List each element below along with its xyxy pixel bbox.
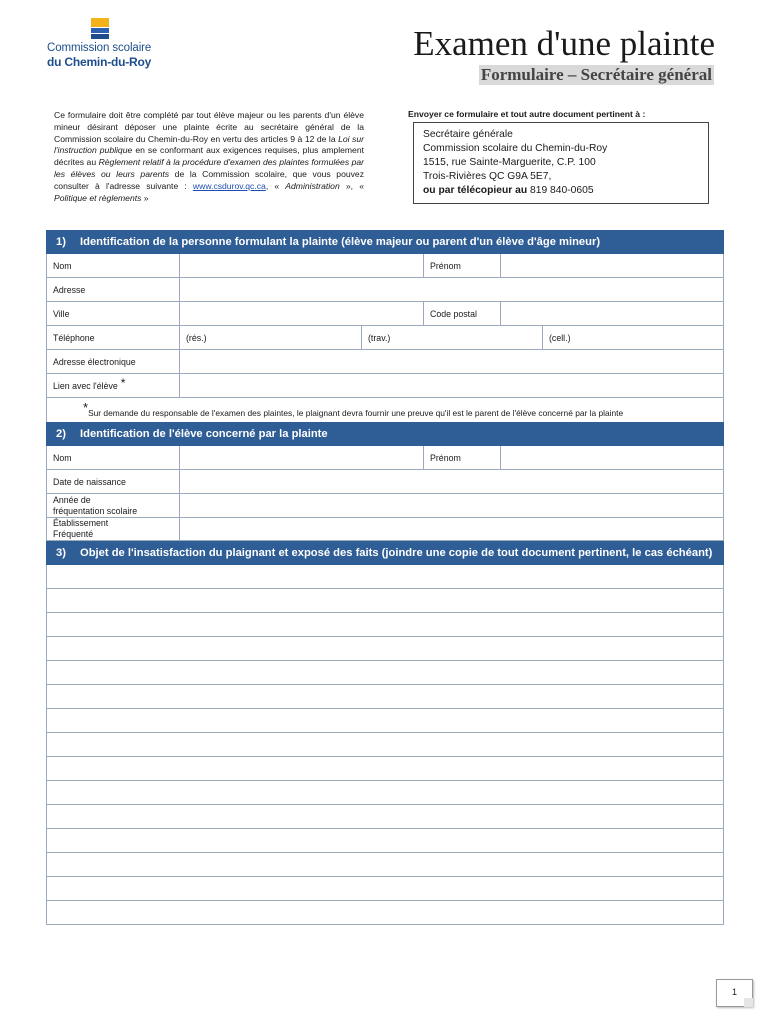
telephone-cell-field[interactable]: (cell.): [549, 332, 571, 343]
section-2-header: 2) Identification de l'élève concerné par la plainte: [46, 422, 724, 446]
adresse-field[interactable]: [180, 278, 723, 301]
writing-line: [47, 589, 723, 613]
field-label: Prénom: [424, 446, 501, 469]
writing-line: [47, 877, 723, 901]
fax-line: ou par télécopieur au 819 840-0605: [423, 185, 594, 196]
writing-line: [47, 805, 723, 829]
ville-field[interactable]: [180, 302, 424, 325]
complaint-form: [46, 230, 724, 925]
form-row: [46, 302, 724, 326]
writing-line: [47, 733, 723, 757]
field-label: Adresse électronique: [47, 350, 180, 373]
section-3-header: 3) Objet de l'insatisfaction du plaignant et exposé des faits (joindre une copie de tout document pertinent, le cas échéant): [46, 541, 724, 565]
eleve-nom-field[interactable]: [180, 446, 424, 469]
writing-line: [47, 565, 723, 589]
writing-line: [47, 661, 723, 685]
prenom-field[interactable]: [501, 254, 723, 277]
field-label: Année de fréquentation scolaire: [47, 494, 180, 517]
writing-line: [47, 781, 723, 805]
footnote: * Sur demande du responsable de l'examen des plaintes, le plaignant devra fournir une preuve qu'il est le parent de l'élève concerné par la plainte: [46, 398, 724, 422]
writing-line: [47, 829, 723, 853]
writing-line: [47, 853, 723, 877]
field-label: Adresse: [47, 278, 180, 301]
asterisk: *: [83, 400, 89, 415]
writing-line: [47, 901, 723, 925]
field-label: Téléphone: [47, 326, 180, 349]
intro-paragraph: Ce formulaire doit être complété par tout élève majeur ou les parents d'un élève mineur désirant déposer une plainte écrite au secrétaire général de la Commission scolaire du Chemin-du-Roy en vertu des articles 9 à 12 de la Loi sur l'instruction publique en se conformant aux exigences requises, plus amplement décrites au Règlement relatif à la procédure d'examen des plaintes formulées par les élèves ou leurs parents de la Commission scolaire, que vous pouvez consulter à l'adresse suivante : www.csdurov.qc.ca, « Administration », « Politique et règlements »: [54, 110, 364, 203]
address-line: Secrétaire générale: [423, 129, 513, 140]
logo-text-line2: du Chemin-du-Roy: [47, 55, 152, 69]
field-label: Date de naissance: [47, 470, 180, 493]
logo-text-line1: Commission scolaire: [47, 42, 152, 54]
date-naissance-field[interactable]: [180, 470, 723, 493]
asterisk: *: [120, 375, 126, 390]
telephone-trav-field[interactable]: (trav.): [362, 326, 543, 349]
address-line: Trois-Rivières QC G9A 5E7,: [423, 171, 552, 182]
page-fold-icon: [744, 998, 753, 1007]
form-row: [46, 494, 724, 518]
writing-line: [47, 757, 723, 781]
form-row: [46, 254, 724, 278]
form-row: [46, 278, 724, 302]
field-label: Nom: [47, 446, 180, 469]
code-postal-field[interactable]: [501, 302, 723, 325]
annee-frequentation-field[interactable]: [180, 494, 723, 517]
faits-textarea[interactable]: [46, 565, 724, 925]
form-row: [46, 350, 724, 374]
email-field[interactable]: [180, 350, 723, 373]
section-1-header: 1) Identification de la personne formulant la plainte (élève majeur ou parent d'un élève d'âge mineur): [46, 230, 724, 254]
logo-mark-icon: [91, 18, 109, 40]
writing-line: [47, 685, 723, 709]
form-row: [46, 326, 724, 350]
eleve-prenom-field[interactable]: [501, 446, 723, 469]
form-row: [46, 470, 724, 494]
page-number: 1: [716, 979, 753, 1007]
field-label: Établissement Fréquenté: [47, 518, 180, 540]
nom-field[interactable]: [180, 254, 424, 277]
field-label: Lien avec l'élève *: [47, 374, 180, 397]
writing-line: [47, 613, 723, 637]
field-label: Ville: [47, 302, 180, 325]
lien-eleve-field[interactable]: [180, 374, 723, 397]
field-label: Code postal: [424, 302, 501, 325]
address-line: Commission scolaire du Chemin-du-Roy: [423, 143, 608, 154]
form-row: [46, 374, 724, 398]
send-to-label: Envoyer ce formulaire et tout autre document pertinent à :: [408, 109, 646, 119]
writing-line: [47, 709, 723, 733]
page-title: Examen d'une plainte: [413, 24, 715, 63]
writing-line: [47, 637, 723, 661]
field-label: Nom: [47, 254, 180, 277]
address-box: [413, 122, 709, 204]
etablissement-field[interactable]: [180, 518, 723, 540]
form-row: [46, 446, 724, 470]
address-line: 1515, rue Sainte-Marguerite, C.P. 100: [423, 157, 596, 168]
website-link[interactable]: www.csdurov.qc.ca: [192, 180, 266, 191]
field-label: Prénom: [424, 254, 501, 277]
page-subtitle: Formulaire – Secrétaire général: [480, 65, 712, 84]
telephone-res-field[interactable]: (rés.): [180, 326, 362, 349]
form-row: [46, 518, 724, 541]
